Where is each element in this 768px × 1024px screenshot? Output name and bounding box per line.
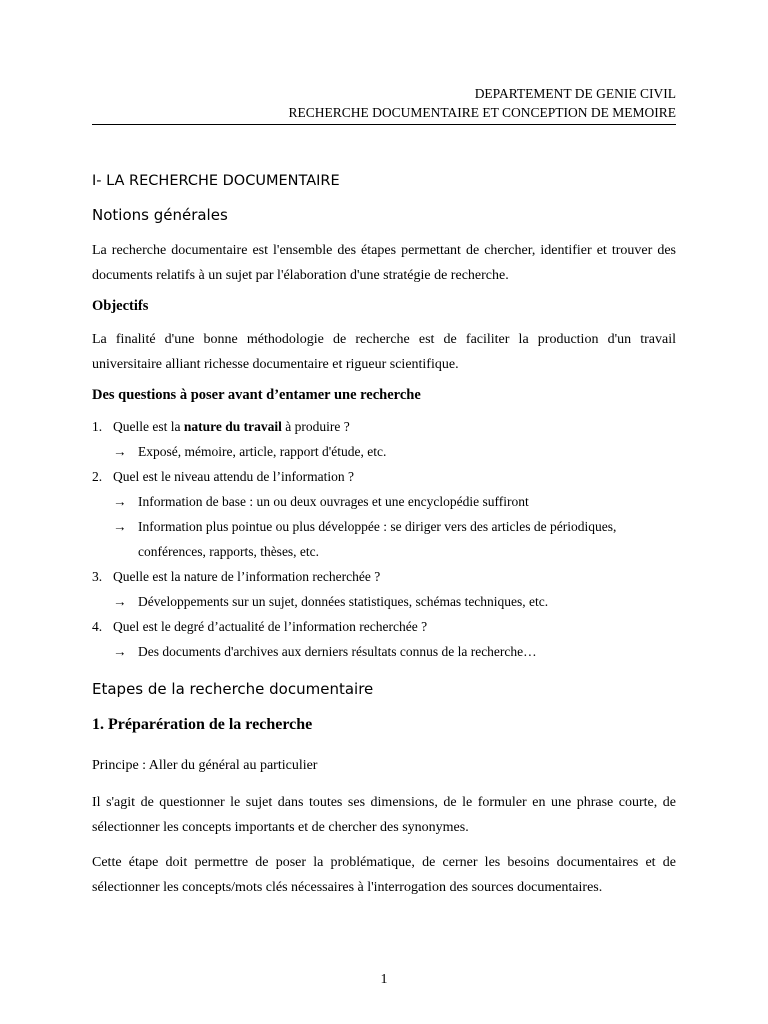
arrow-right-icon: → [113, 519, 127, 534]
answer-item [92, 439, 676, 464]
questions-heading: Des questions à poser avant d’entamer une recherche [92, 387, 421, 403]
question-number: 3. [92, 569, 103, 584]
step1-paragraph-2: Cette étape doit permettre de poser la problématique, de cerner les besoins documentaires et de sélectionner les concepts/mots clés nécessaires à l'interrogation des sources documentaires. [92, 855, 676, 895]
question-number: 2. [92, 469, 103, 484]
notions-paragraph: La recherche documentaire est l'ensemble des étapes permettant de chercher, identifier et trouver des documents relatifs à un sujet par l'élaboration d'une stratégie de recherche. [92, 243, 676, 283]
arrow-right-icon: → [113, 644, 127, 659]
objectifs-heading: Objectifs [92, 298, 149, 314]
objectifs-paragraph: La finalité d'une bonne méthodologie de recherche est de faciliter la production d'un travail universitaire alliant richesse documentaire et rigueur scientifique. [92, 332, 676, 372]
answer-text: Exposé, mémoire, article, rapport d'étude, etc. [138, 444, 387, 459]
question-item [92, 614, 676, 639]
answer-item [92, 489, 676, 514]
question-item [92, 414, 676, 439]
header-divider [92, 124, 676, 125]
step1-heading: 1. Préparération de la recherche [92, 716, 313, 733]
principe-line: Principe : Aller du général au particulier [92, 758, 318, 773]
page-number: 1 [380, 972, 388, 987]
header-department: DEPARTEMENT DE GENIE CIVIL [474, 86, 676, 101]
notions-heading: Notions générales [92, 206, 228, 224]
question-text: Quel est le degré d’actualité de l’information recherchée ? [113, 619, 428, 634]
document-body [92, 173, 676, 910]
arrow-right-icon: → [113, 594, 127, 609]
answer-text: Développements sur un sujet, données statistiques, schémas techniques, etc. [138, 594, 549, 609]
section-title: I- LA RECHERCHE DOCUMENTAIRE [92, 173, 340, 189]
arrow-right-icon: → [113, 494, 127, 509]
answer-item [92, 514, 676, 564]
questions-list [92, 414, 676, 664]
page-header [288, 84, 676, 122]
question-text: Quelle est la nature du travail à produire ? [113, 419, 350, 434]
answer-text: Information plus pointue ou plus développée : se diriger vers des articles de périodiques, conférences, rapports, thèses, etc. [138, 519, 617, 559]
etapes-heading: Etapes de la recherche documentaire [92, 680, 374, 698]
answer-item [92, 589, 676, 614]
step1-paragraph-1: Il s'agit de questionner le sujet dans toutes ses dimensions, de le formuler en une phrase courte, de sélectionner les concepts importants et de chercher des synonymes. [92, 795, 676, 835]
question-number: 1. [92, 419, 103, 434]
arrow-right-icon: → [113, 444, 127, 459]
question-number: 4. [92, 619, 103, 634]
answer-text: Information de base : un ou deux ouvrages et une encyclopédie suffiront [138, 494, 529, 509]
question-item [92, 564, 676, 589]
question-text: Quel est le niveau attendu de l’information ? [113, 469, 355, 484]
question-item [92, 464, 676, 489]
answer-text: Des documents d'archives aux derniers résultats connus de la recherche… [138, 644, 537, 659]
question-text: Quelle est la nature de l’information recherchée ? [113, 569, 381, 584]
header-course-title: RECHERCHE DOCUMENTAIRE ET CONCEPTION DE MEMOIRE [288, 105, 676, 120]
answer-item [92, 639, 676, 664]
